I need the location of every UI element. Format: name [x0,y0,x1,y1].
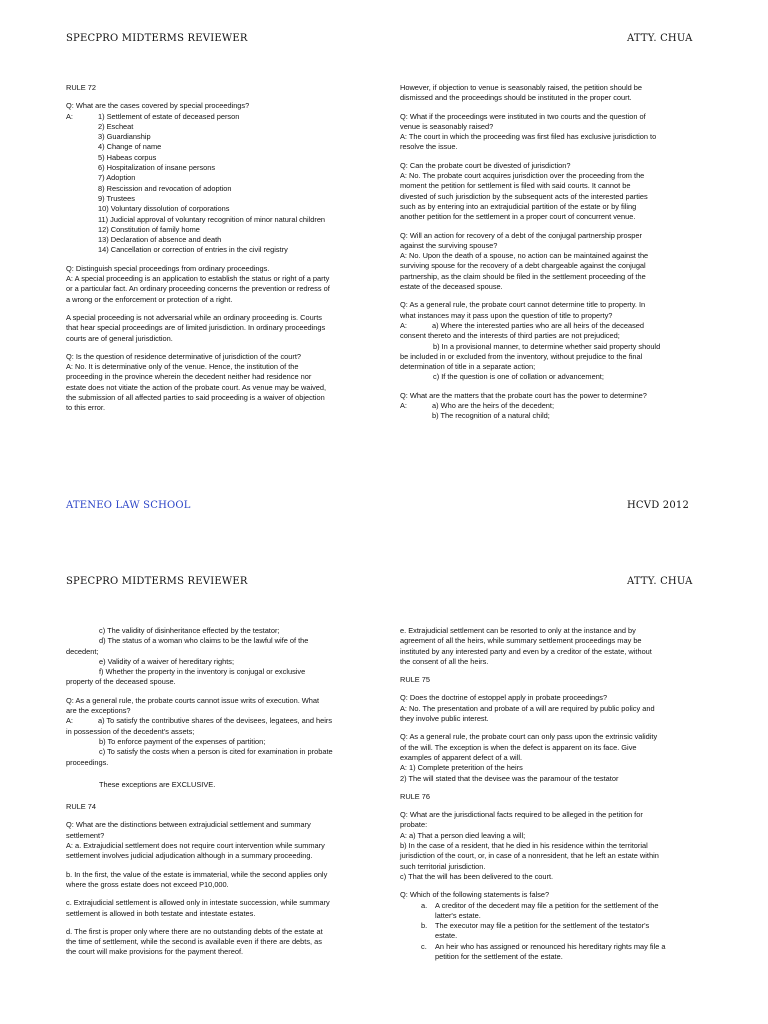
answer-line: decedent; [66,646,99,656]
list-item: b) The recognition of a natural child; [432,411,550,421]
option-text: The executor may file a petition for the settlement of the testator's [435,921,650,931]
answer-line: be included in or excluded from the inventory, without prejudice to the final [400,351,643,361]
list-item: e) Validity of a waiver of hereditary rights; [99,656,235,666]
question: Q: As a general rule, the probate court can only pass upon the extrinsic validity [400,732,658,742]
answer-line: proceeding in the province wherein the decedent neither had residence nor [66,372,312,382]
rule-heading: RULE 76 [400,791,430,801]
exclusive-note: These exceptions are EXCLUSIVE. [99,779,216,789]
answer-line: a wrong or the enforcement or protection of a right. [66,294,233,304]
option-label: a. [421,900,428,910]
list-item: 14) Cancellation or correction of entries in the civil registry [98,245,288,255]
question: Q: Is the question of residence determinative of jurisdiction of the court? [66,351,301,361]
option-text: estate. [435,931,458,941]
list-item: 9) Trustees [98,193,135,203]
question: Q: Will an action for recovery of a debt of the conjugal partnership prosper [400,230,642,240]
option-text: petition for the settlement of the estate. [435,952,563,962]
list-item: c) The validity of disinheritance effected by the testator; [99,626,280,635]
option-text: An heir who has assigned or renounced his hereditary rights may file a [435,941,666,951]
paragraph-line: the time of settlement, while the second is available even if there are debts, as [66,937,322,947]
answer-line: A: a) That a person died leaving a will; [400,830,526,840]
page2-right-column [400,626,705,962]
question: Q: As a general rule, the probate court cannot determine title to property. In [400,300,646,310]
list-item: 13) Declaration of absence and death [98,235,222,245]
paragraph-line: that hear special proceedings are of limited jurisdiction. In ordinary proceedings [66,323,326,333]
answer-line: property of the deceased spouse. [66,677,176,687]
list-item: 6) Hospitalization of insane persons [98,163,216,173]
question: Q: Which of the following statements is false? [400,890,550,900]
list-item: d) The status of a woman who claims to be the lawful wife of the [99,636,309,646]
option-text: A creditor of the decedent may file a petition for the settlement of the [435,900,659,910]
answer-line: surviving spouse for the recovery of a debt chargeable against the conjugal [400,261,646,271]
answer-line: such territorial jurisdiction. [400,861,486,871]
question: Q: Can the probate court be divested of jurisdiction? [400,160,571,170]
page1-left-column [66,83,366,414]
answer-line: A: 1) Complete preterition of the heirs [400,763,523,773]
paragraph-line: where the gross estate does not exceed P10,000. [66,879,229,889]
page1-footer-right: HCVD 2012 [627,500,690,511]
list-item: b) To enforce payment of the expenses of partition; [99,736,266,746]
answer-line: resolve the issue. [400,142,458,152]
list-item: 10) Voluntary dissolution of corporations [98,204,230,214]
question: examples of apparent defect of a will. [400,752,523,762]
question: venue is seasonably raised? [400,121,494,131]
question: settlement? [66,830,105,840]
question: Q: What are the cases covered by special proceedings? [66,101,250,111]
answer-line: proceedings. [66,757,109,767]
question: of the will. The exception is when the defect is apparent on its face. Give [400,742,637,752]
paragraph-line: the court will make provisions for the payment thereof. [66,947,244,957]
answer-line: to this error. [66,403,106,413]
paragraph-line: d. The first is proper only where there are no outstanding debts of the estate at [66,926,323,936]
list-item: c) If the question is one of collation or advancement; [433,372,604,382]
answer-line: A: A special proceeding is an application to establish the status or right of a party [66,274,330,284]
question: Q: What are the distinctions between extrajudicial settlement and summary [66,820,311,830]
answer-line: the submission of all affected parties to said proceeding is a waiver of objection [66,393,325,403]
question: Q: What are the matters that the probate court has the power to determine? [400,390,647,400]
option-label: b. [421,921,428,931]
paragraph-line: c. Extrajudicial settlement is allowed only in intestate succession, while summary [66,898,330,908]
rule-heading: RULE 74 [66,802,96,812]
option-label: c. [421,941,427,951]
options-list [400,901,665,963]
option-text: latter's estate. [435,910,481,920]
paragraph-line: A special proceeding is not adversarial while an ordinary proceeding is. Courts [66,312,322,322]
question: what instances may it pass upon the question of title to property? [400,310,613,320]
answer-line: consent thereto and the interests of third parties are not prejudiced; [400,331,620,341]
list-item: c) To satisfy the costs when a person is cited for examination in probate [99,747,333,757]
answer-label: A: [66,716,73,726]
answer-label: A: [66,111,73,121]
rule-heading: RULE 75 [400,675,430,685]
question: probate: [400,820,428,830]
question: against the surviving spouse? [400,240,498,250]
answer-line: A: a. Extrajudicial settlement does not require court intervention while summary [66,841,325,851]
answer-line: in possession of the decedent's assets; [66,726,195,736]
paragraph-line: courts are of general jurisdiction. [66,333,173,343]
question: Q: Distinguish special proceedings from ordinary proceedings. [66,263,270,273]
page2-header-left: SPECPRO MIDTERMS REVIEWER [66,576,248,587]
answer-line: partnership, as the claim should be filed in the settlement proceeding of the [400,271,646,281]
list-item: 5) Habeas corpus [98,152,157,162]
answer-line: A: No. It is determinative only of the venue. Hence, the institution of the [66,362,299,372]
list-item: b) In a provisional manner, to determine whether said property should [433,341,661,351]
answer-line: they involve public interest. [400,714,489,724]
answer-label: A: [400,401,407,411]
list-item: f) Whether the property in the inventory is conjugal or exclusive [99,667,306,677]
page1-right-column [400,83,705,422]
question: Q: Does the doctrine of estoppel apply in probate proceedings? [400,693,608,703]
page1-header-left: SPECPRO MIDTERMS REVIEWER [66,33,248,44]
answer-line: b) In the case of a resident, that he died in his residence within the territorial [400,841,648,851]
paragraph-line: dismissed and the proceedings should be instituted in the proper court. [400,93,632,103]
page2-header-right: ATTY. CHUA [627,576,693,587]
paragraph-line: e. Extrajudicial settlement can be resorted to only at the instance and by [400,626,636,635]
page1-header-right: ATTY. CHUA [627,33,693,44]
question: are the exceptions? [66,706,131,716]
page2-left-column [66,626,366,958]
answer-line: such as by entering into an extrajudicial partition of the estate or by filing [400,201,637,211]
list-item: a) Where the interested parties who are all heirs of the deceased [432,320,644,330]
list-item: 3) Guardianship [98,132,151,142]
question: Q: What are the jurisdictional facts required to be alleged in the petition for [400,810,643,820]
answer-line: divested of such jurisdiction by the subsequent acts of the interested parties [400,191,648,201]
list-item: 1) Settlement of estate of deceased person [98,111,240,121]
rule-heading: RULE 72 [66,83,96,92]
answer-line: estate of the deceased spouse. [400,282,503,292]
list-item: 2) Escheat [98,121,134,131]
answer-line: A: No. The presentation and probate of a will are required by public policy and [400,703,655,713]
answer-line: jurisdiction of the court, or, in case of a nonresident, that he left an estate within [400,851,659,861]
answer-line: c) That the will has been delivered to the court. [400,871,554,881]
paragraph-line: settlement is allowed in both testate and intestate estates. [66,908,256,918]
answer-line: 2) The will stated that the devisee was the paramour of the testator [400,773,619,783]
answer-line: settlement involves judicial adjudication although in a summary proceeding. [66,851,313,861]
paragraph-line: agreement of all the heirs, while summary settlement proceedings may be [400,636,642,646]
answer-line: another petition for the settlement in a proper court of concurrent venue. [400,212,636,222]
question: Q: What if the proceedings were instituted in two courts and the question of [400,111,646,121]
page1-footer-left: ATENEO LAW SCHOOL [66,500,191,511]
answer-line: estate does not vitiate the action of the probate court. As venue may be waived, [66,382,327,392]
answer-line: A: The court in which the proceeding was first filed has exclusive jurisdiction to [400,132,657,142]
cases-list [66,112,325,256]
answer-line: A: No. Upon the death of a spouse, no action can be maintained against the [400,251,649,261]
list-item: 11) Judicial approval of voluntary recognition of minor natural children [98,214,326,224]
list-item: a) To satisfy the contributive shares of the devisees, legatees, and heirs [98,716,333,726]
question: Q: As a general rule, the probate courts cannot issue writs of execution. What [66,695,320,705]
paragraph-line: b. In the first, the value of the estate is immaterial, while the second applies only [66,869,328,879]
paragraph-line: the consent of all the heirs. [400,656,489,666]
answer-label: A: [400,320,407,330]
answer-line: or a particular fact. An ordinary proceeding concerns the prevention or redress of [66,284,330,294]
list-item: a) Who are the heirs of the decedent; [432,401,555,411]
answer-line: moment the petition for settlement is filed with said courts. It cannot be [400,181,631,191]
paragraph-line: However, if objection to venue is seasonably raised, the petition should be [400,83,642,92]
list-item: 7) Adoption [98,173,136,183]
paragraph-line: instituted by any interested party and even by a creditor of the estate, without [400,646,652,656]
answer-line: A: No. The probate court acquires jurisdiction over the proceeding from the [400,171,645,181]
list-item: 8) Rescission and revocation of adoption [98,183,232,193]
answer-line: determination of title in a separate action; [400,362,536,372]
list-item: 4) Change of name [98,142,162,152]
list-item: 12) Constitution of family home [98,224,200,234]
